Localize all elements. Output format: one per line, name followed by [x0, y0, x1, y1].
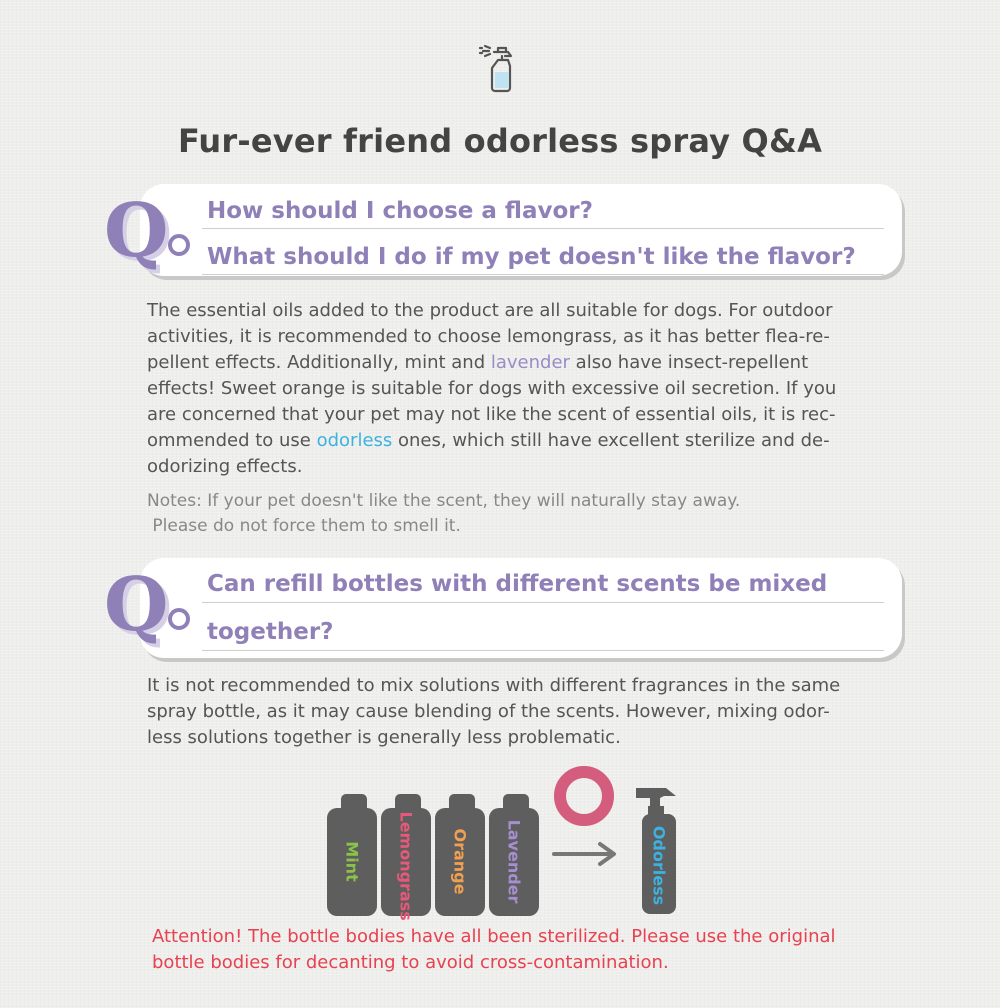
bottle-label-odorless: Odorless — [649, 825, 669, 906]
answer-1-text: ommended to use — [147, 430, 317, 451]
answer-1-text: also have insect-repellent — [569, 352, 809, 373]
question-1-rule-1 — [202, 228, 884, 229]
question-2-line-1: Can refill bottles with different scents be mixed — [207, 571, 828, 597]
answer-1-text: pellent effects. Additionally, mint and — [147, 352, 491, 373]
spray-bottle-icon — [478, 38, 522, 94]
question-1-line-1: How should I choose a flavor? — [207, 198, 593, 224]
q-dot-1 — [168, 234, 190, 256]
attention-notice — [152, 924, 836, 976]
lavender-highlight: lavender — [490, 352, 570, 373]
answer-1-line — [147, 350, 836, 376]
answer-1 — [147, 298, 836, 480]
notes-line: Please do not force them to smell it. — [147, 516, 461, 536]
spray-head-icon — [630, 784, 678, 818]
answer-1-line: odorizing effects. — [147, 456, 303, 477]
answer-2 — [147, 673, 840, 751]
notes-line: Notes: If your pet doesn't like the scent, they will naturally stay away. — [147, 491, 741, 511]
attention-line: Attention! The bottle bodies have all been sterilized. Please use the original — [152, 926, 836, 947]
answer-1-line: effects! Sweet orange is suitable for dogs with excessive oil secretion. If you — [147, 378, 837, 399]
answer-1-line: The essential oils added to the product are all suitable for dogs. For outdoor — [147, 300, 833, 321]
answer-1-line: are concerned that your pet may not like the scent of essential oils, it is rec- — [147, 404, 836, 425]
page-title: Fur-ever friend odorless spray Q&A — [177, 122, 823, 160]
question-1-rule-2 — [202, 274, 884, 275]
question-2-rule-2 — [202, 650, 884, 651]
answer-1-text: ones, which still have excellent sterilize and de- — [392, 430, 830, 451]
q-dot-2 — [168, 608, 190, 630]
bottle-label-lavender: Lavender — [504, 819, 524, 904]
answer-1-line: activities, it is recommended to choose lemongrass, as it has better flea-re- — [147, 326, 830, 347]
bottle-label-mint: Mint — [342, 841, 362, 882]
ok-circle-icon — [552, 764, 616, 828]
arrow-right-icon — [552, 840, 622, 868]
odorless-highlight: odorless — [316, 430, 393, 451]
attention-line: bottle bodies for decanting to avoid cross-contamination. — [152, 952, 669, 973]
answer-2-line: spray bottle, as it may cause blending of the scents. However, mixing odor- — [147, 701, 830, 722]
q-mark-2: Q — [104, 562, 169, 648]
q-mark-1: Q — [104, 188, 169, 274]
notes — [147, 489, 740, 539]
bottle-label-orange: Orange — [450, 828, 470, 895]
question-1-line-2: What should I do if my pet doesn't like the flavor? — [207, 244, 856, 270]
question-2-line-2: together? — [207, 619, 334, 645]
bottle-label-lemongrass: Lemongrass — [396, 811, 416, 921]
answer-1-line — [147, 428, 836, 454]
question-2-rule-1 — [202, 602, 884, 603]
answer-2-line: less solutions together is generally less problematic. — [147, 727, 621, 748]
answer-2-line: It is not recommended to mix solutions with different fragrances in the same — [147, 675, 841, 696]
